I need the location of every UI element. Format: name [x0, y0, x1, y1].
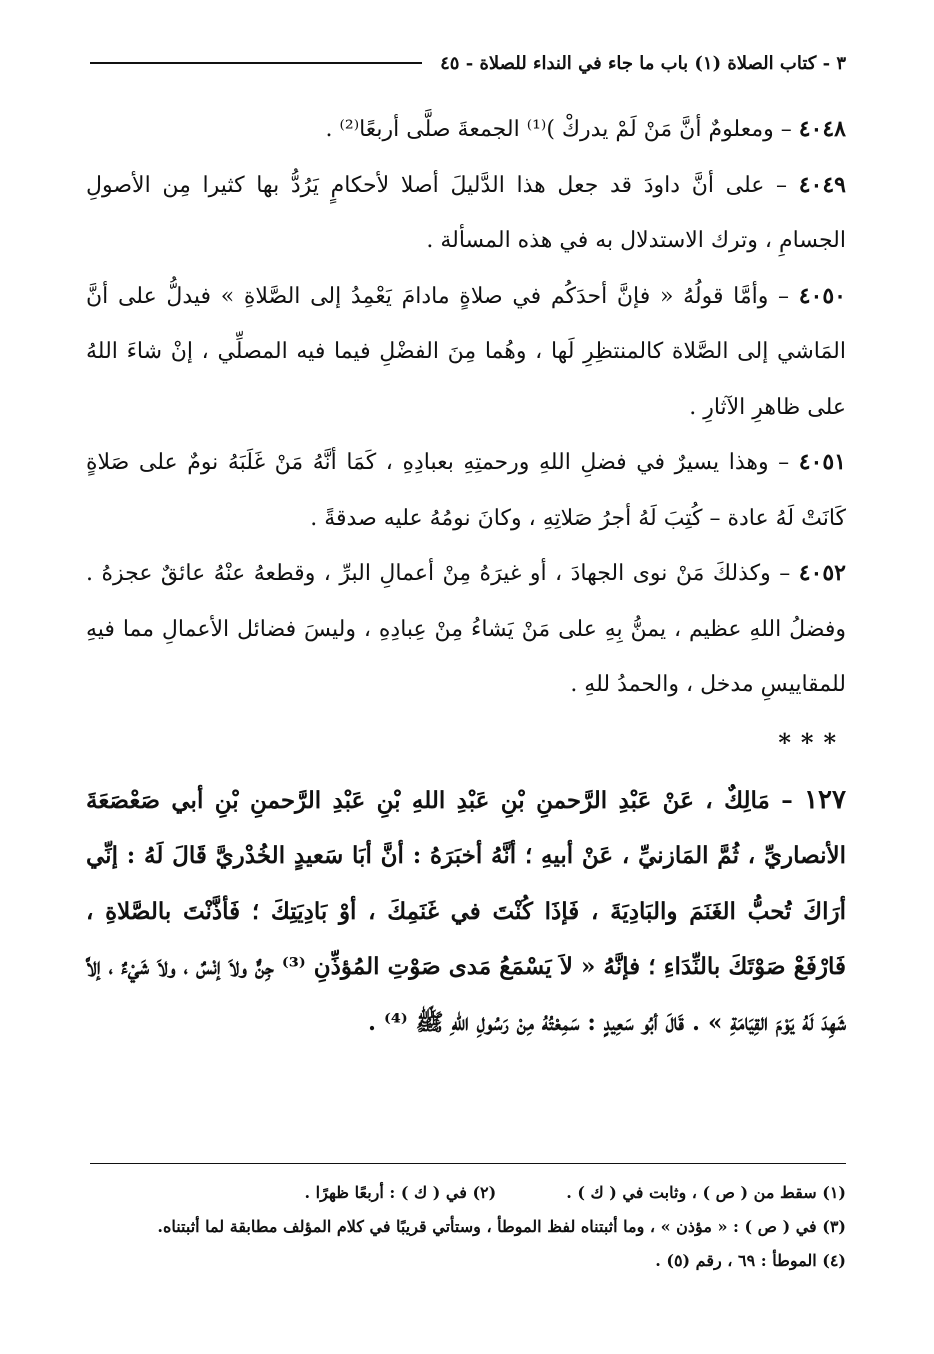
header-rule — [90, 62, 422, 64]
paragraph-text: – وهذا يسيرٌ في فضلِ اللهِ ورحمتِهِ بعبادِهِ ، كَمَا أنَّهُ مَنْ غَلَبَهُ نومٌ على صَلاةٍ كَانَتْ لَهُ عادة – كُتِبَ لَهُ أجرُ صَلاتِهِ ، وكانَ نومُهُ عليه صدقةً . — [86, 450, 846, 531]
paragraph-text: – على أنَّ داودَ قد جعل هذا الدَّليلَ أصلا لأحكامٍ يَرُدُّ بها كثيرا مِن الأصولِ الجسامِ ، وترك الاستدلال به في هذه المسألة . — [86, 172, 846, 253]
footnote-2: (٢) في ( ك ) : أربعًا ظهرًا . — [304, 1183, 497, 1202]
paragraph-number: ٤٠٥١ — [798, 449, 846, 475]
footnote-1: (١) سقط من ( ص ) ، وثابت في ( ك ) . — [566, 1183, 846, 1202]
paragraph-4051 — [86, 435, 846, 546]
section-separator: *** — [778, 727, 846, 757]
main-text — [86, 102, 846, 1050]
paragraph-4050 — [86, 269, 846, 436]
paragraph-4052 — [86, 546, 846, 713]
paragraph-4049 — [86, 158, 846, 269]
paragraph-text: – ومعلومٌ أنَّ مَنْ لَمْ يدركْ )⁽¹⁾ الجمعةَ صلَّى أربعًا⁽²⁾ . — [325, 117, 799, 142]
running-header — [90, 46, 846, 80]
paragraph-number: ٤٠٤٩ — [798, 171, 846, 198]
header-title: ٣ - كتاب الصلاة (١) باب ما جاء في النداء للصلاة - ٤٥ — [440, 52, 846, 74]
hadith-number: ١٢٧ — [804, 784, 846, 815]
paragraph-text: – وأمَّا قولُهُ « فإنَّ أحدَكُم في صلاةٍ مادامَ يَعْمِدُ إلى الصَّلاةِ » فيدلُّ على أنَّ المَاشي إلى الصَّلاة كالمنتظِرِ لَها ، وهُما مِنَ الفضْلِ فيما فيه المصلِّي ، إنْ شاءَ اللهُ على ظاهرِ الآثارِ . — [86, 283, 846, 420]
hadith-text: – مَالِكٌ ، عَنْ عَبْدِ الرَّحمنِ بْنِ عَبْدِ اللهِ بْنِ عَبْدِ الرَّحمنِ بْنِ أبي صَعْصَعَةَ الأنصاريِّ ، ثُمَّ المَازنيِّ ، عَنْ أبيهِ ؛ أنَّهُ أخبَرَهُ : أنَّ أبَا سَعيدٍ الخُدْريَّ قَالَ لَهُ : إنِّي أرَاكَ تُحبُّ الغَنَمَ والبَادِيَةَ ، فَإذَا كُنْتَ في غَنَمِكَ ، أوْ بَادِيَتِكَ ؛ فَأذَّنْتَ بالصَّلاةِ ، فَارْفَعْ صَوْتَكَ بالنِّدَاءِ ؛ فإنَّهُ « لاَ يَسْمَعُ مَدى صَوْتِ المُؤذِّنِ ⁽³⁾ جِنٌّ ولاَ إنْسٌ ، ولاَ شَيْءٌ ، إلاَّ شَهِدَ لَهُ يَوْمَ القِيَامَةِ » . قَالَ أبُو سَعِيدٍ : سَمِعْتُهُ مِنْ رَسُولِ اللهِ ﷺ ⁽⁴⁾ . — [86, 786, 847, 1036]
footnote-4: (٤) الموطأ : ٦٩ ، رقم (٥) . — [655, 1251, 846, 1270]
footnotes — [86, 1176, 846, 1278]
paragraph-number: ٤٠٤٨ — [798, 116, 846, 142]
paragraph-number: ٤٠٥٠ — [798, 282, 846, 309]
paragraph-4048 — [86, 102, 846, 158]
footnote-3: (٣) في ( ص ) : « مؤذن » ، وما أثبتناه لفظ الموطأ ، وستأتي قريبًا في كلام المؤلف مطابقة لما أثبتناه. — [157, 1217, 846, 1236]
footnote-row — [86, 1176, 846, 1210]
paragraph-number: ٤٠٥٢ — [798, 560, 846, 586]
paragraph-text: – وكذلكَ مَنْ نوى الجهادَ ، أو غيرَهُ مِنْ أعمالِ البرِّ ، وقطعهُ عنْهُ عائقٌ عجزهُ . وفضلُ اللهِ عظيم ، يمنُّ بِهِ على مَنْ يَشاءُ مِنْ عِبادِهِ ، وليسَ فضائل الأعمالِ مما فيهِ للمقاييسِ مدخل ، والحمدُ للهِ . — [86, 561, 846, 697]
footnote-rule — [90, 1163, 846, 1164]
hadith-127 — [86, 773, 846, 1051]
